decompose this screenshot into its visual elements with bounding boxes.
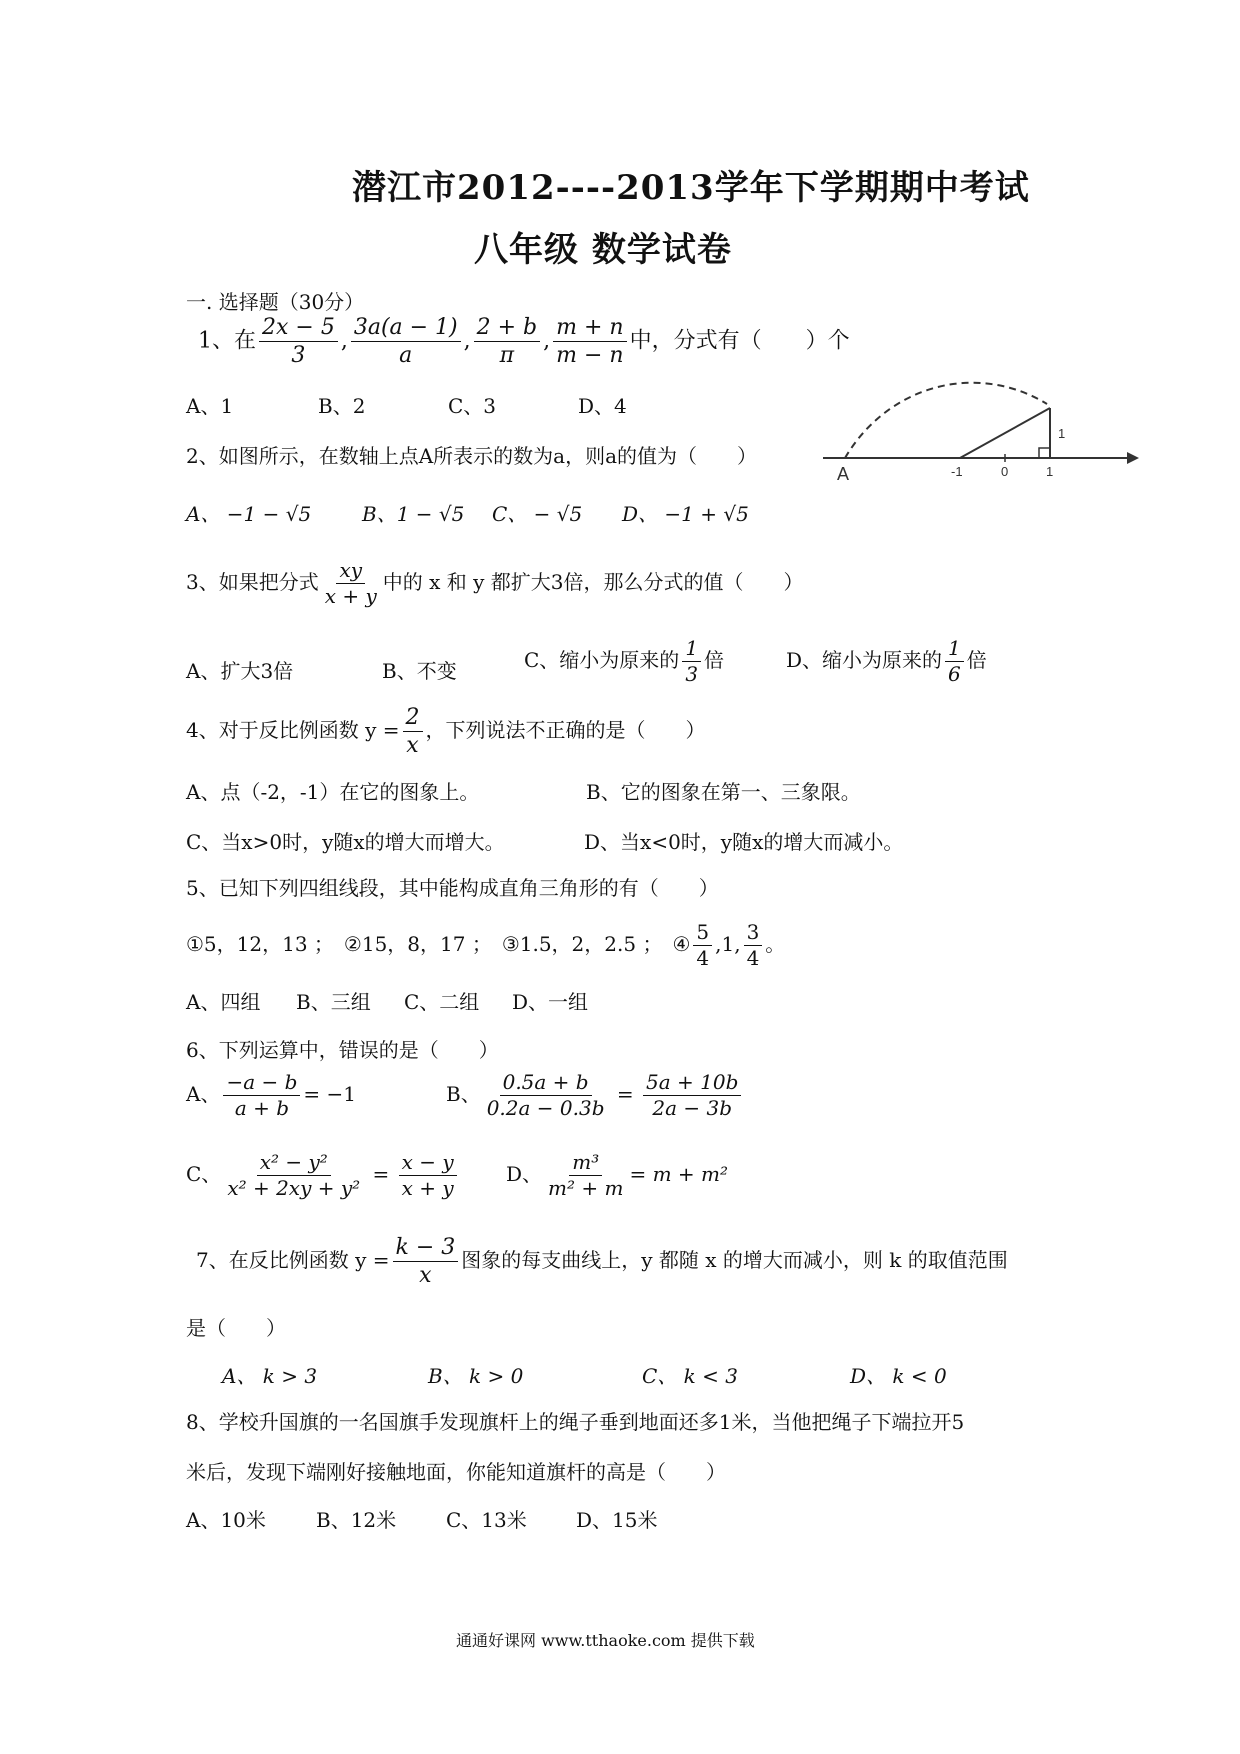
q7-fraction: $\frac{k - 3}{x}$ (393, 1236, 459, 1287)
q1-fraction-2: $\frac{3a(a - 1)}{a}$ (351, 316, 461, 367)
q3-suffix: 中的 x 和 y 都扩大3倍，那么分式的值（ ） (382, 570, 804, 594)
q8-option-b: B、12米 (316, 1508, 397, 1532)
q1-option-d: D、4 (578, 394, 627, 418)
q4-option-c: C、当x>0时，y随x的增大而增大。 (186, 830, 505, 854)
q5-fraction-2: $\frac{3}{4}$ (744, 922, 763, 969)
label-neg1: -1 (951, 464, 963, 479)
q4-fraction: $\frac{2}{x}$ (403, 706, 423, 757)
q1-fraction-4: $\frac{m + n}{m - n}$ (553, 316, 626, 367)
q2-option-b: B、1 − √5 (362, 502, 465, 526)
q7-option-c: C、 k < 3 (642, 1364, 738, 1388)
q5-option-d: D、一组 (512, 990, 589, 1014)
label-a: A (837, 464, 850, 484)
hypotenuse (960, 408, 1050, 458)
question-5: 5、已知下列四组线段，其中能构成直角三角形的有（ ） (186, 876, 719, 900)
q5-option-b: B、三组 (296, 990, 371, 1014)
question-4 (186, 706, 706, 757)
q3-option-c: C、缩小为原来的 $\frac{1}{3}$ 倍 (524, 636, 725, 686)
right-angle-mark (1039, 448, 1050, 458)
q8-option-d: D、15米 (576, 1508, 658, 1532)
q5-sets-text: ①5，12，13 ； ②15，8，17 ； ③1.5，2，2.5 ； ④ (186, 932, 691, 956)
q2-option-a: A、 −1 − √5 (186, 502, 312, 526)
q6-option-d: D、 $\frac{\text{m³}}{\text{m² + m}}$ = m + m² (506, 1150, 729, 1200)
q5-end: 。 (765, 932, 786, 956)
q7-line-2: 是（ ） (186, 1316, 286, 1340)
question-6: 6、下列运算中，错误的是（ ） (186, 1038, 499, 1062)
question-8: 8、学校升国旗的一名国旗手发现旗杆上的绳子垂到地面还多1米，当他把绳子下端拉开5 (186, 1410, 965, 1434)
q7-suffix: 图象的每支曲线上，y 都随 x 的增大而减小，则 k 的取值范围 (461, 1248, 1008, 1273)
q7-option-d: D、 k < 0 (850, 1364, 947, 1388)
exam-title: 潜江市2012----2013学年下学期期中考试 (352, 168, 1030, 208)
section-heading: 一. 选择题（30分） (186, 290, 365, 314)
q7-prefix: 7、在反比例函数 y = (196, 1248, 390, 1273)
question-7 (196, 1236, 1008, 1287)
q1-option-c: C、3 (448, 394, 497, 418)
q3-option-d: D、缩小为原来的 $\frac{1}{6}$ 倍 (786, 636, 987, 686)
q4-suffix: ，下列说法不正确的是（ ） (425, 718, 706, 743)
number-line-figure (815, 340, 1140, 485)
dashed-arc (845, 383, 1047, 458)
label-one: 1 (1046, 464, 1054, 479)
q1-suffix: 中，分式有（ ）个 (629, 328, 850, 354)
q4-prefix: 4、对于反比例函数 y = (186, 718, 400, 743)
q8-option-a: A、10米 (186, 1508, 266, 1532)
q3-fraction: $\frac{xy}{x + y}$ (324, 558, 377, 608)
q2-option-d: D、 −1 + √5 (622, 502, 749, 526)
q5-fraction-1: $\frac{5}{4}$ (693, 922, 712, 969)
q5-option-a: A、四组 (186, 990, 261, 1014)
q6-option-b: B、 $\frac{0.5a + b}{0.2a - 0.3b}$ = $\frac{5a + 10b}{2a - 3b}$ (446, 1072, 744, 1119)
label-zero: 0 (1001, 464, 1009, 479)
q1-option-b: B、2 (318, 394, 366, 418)
q6-option-c: C、 $\frac{\text{x² − y²}}{\text{x² + 2xy + y²}}$ = $\frac{x - y}{x + y}$ (186, 1152, 460, 1199)
exam-subtitle: 八年级 数学试卷 (474, 230, 732, 270)
q8-line-2: 米后，发现下端刚好接触地面，你能知道旗杆的高是（ ） (186, 1460, 726, 1484)
q4-option-b: B、它的图象在第一、三象限。 (586, 780, 861, 804)
axis-arrow (1127, 452, 1139, 464)
q1-fraction-1: $\frac{2x - 5}{3}$ (259, 316, 338, 367)
q7-option-a: A、 k > 3 (222, 1364, 318, 1388)
q1-fraction-3: $\frac{2 + b}{\pi}$ (474, 316, 541, 367)
question-2: 2、如图所示，在数轴上点A所表示的数为a，则a的值为（ ） (186, 444, 758, 468)
q3-option-b: B、不变 (382, 659, 457, 683)
q7-option-b: B、 k > 0 (428, 1364, 524, 1388)
q3-option-a: A、扩大3倍 (186, 659, 294, 683)
q5-option-c: C、二组 (404, 990, 480, 1014)
footer-credit: 通通好课网 www.tthaoke.com 提供下载 (456, 1631, 755, 1650)
q8-option-c: C、13米 (446, 1508, 527, 1532)
q5-mid: ,1, (715, 932, 741, 956)
q1-prefix: 1、在 (198, 328, 256, 354)
question-1: 1、在 $\frac{2x - 5}{3}$ , $\frac{3a(a - 1)}{a}$ , $\frac{2 + b}{\pi}$ , $\frac{m + n}{m - n}$ 中，分式有（ ）个 (198, 315, 850, 369)
label-side-one: 1 (1058, 426, 1066, 441)
q5-sets (186, 922, 785, 969)
q4-option-a: A、点（-2，-1）在它的图象上。 (186, 780, 480, 804)
question-3 (186, 560, 804, 607)
q1-option-a: A、1 (186, 394, 234, 418)
q2-option-c: C、 − √5 (492, 502, 583, 526)
q4-option-d: D、当x<0时，y随x的增大而减小。 (584, 830, 904, 854)
q3-prefix: 3、如果把分式 (186, 570, 319, 594)
q6-option-a: A、 $\frac{-a - b}{a + b}$ = −1 (186, 1070, 357, 1120)
